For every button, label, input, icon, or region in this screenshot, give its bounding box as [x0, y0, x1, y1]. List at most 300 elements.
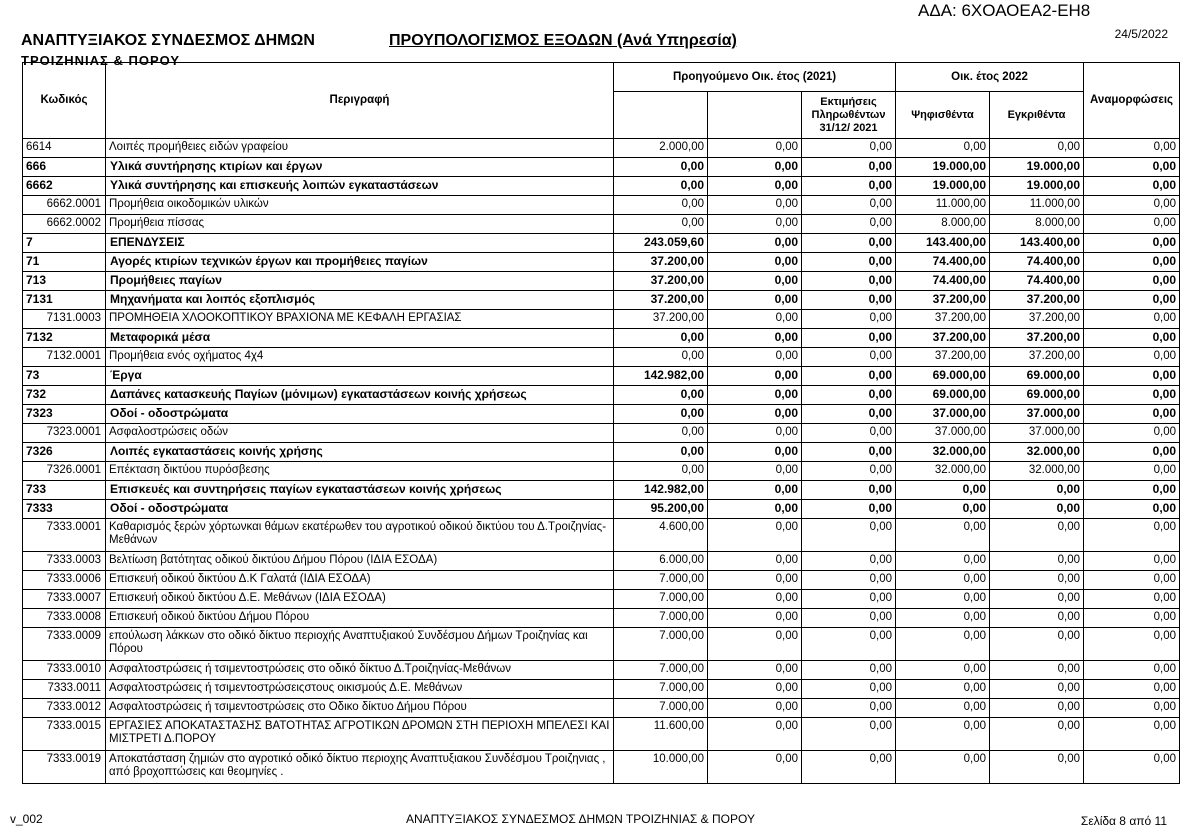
- row-estimate: 0,00: [802, 462, 896, 481]
- row-estimate: 0,00: [802, 699, 896, 718]
- row-approved: 69.000,00: [990, 386, 1084, 405]
- table-row: [23, 158, 1180, 177]
- row-approved: 37.200,00: [990, 329, 1084, 348]
- row-prev-payments: 0,00: [708, 367, 802, 386]
- row-approved: 8.000,00: [990, 215, 1084, 234]
- row-revisions: 0,00: [1084, 661, 1180, 680]
- col-header-approved: Εγκριθέντα: [990, 92, 1084, 139]
- row-estimate: 0,00: [802, 348, 896, 367]
- row-estimate: 0,00: [802, 158, 896, 177]
- row-revisions: 0,00: [1084, 443, 1180, 462]
- row-estimate: 0,00: [802, 329, 896, 348]
- col-header-prev-year: Προηγούμενο Οικ. έτος (2021): [614, 63, 896, 92]
- row-prev-amount: 0,00: [614, 158, 708, 177]
- row-code: 732: [23, 386, 106, 405]
- row-code: 7: [23, 234, 106, 253]
- row-description: ΕΡΓΑΣΙΕΣ ΑΠΟΚΑΤΑΣΤΑΣΗΣ ΒΑΤΟΤΗΤΑΣ ΑΓΡΟΤΙΚΩΝ ΔΡΟΜΩΝ ΣΤΗ ΠΕΡΙΟΧΗ ΜΠΕΛΕΣΙ ΚΑΙ ΜΙΣΤΡΕΤΙ Δ.ΠΟΡΟΥ: [106, 718, 614, 751]
- row-prev-amount: 0,00: [614, 405, 708, 424]
- table-row: [23, 481, 1180, 500]
- row-description: Αποκατάσταση ζημιών στο αγροτικό οδικό δίκτυο περιοχης Αναπτυξιακου Συνδέσμου Τροιζηνιας , από βροχοπτώσεις και θεομηνίες .: [106, 751, 614, 784]
- row-description: Βελτίωση βατότητας οδικού δικτύου Δήμου Πόρου (ΙΔΙΑ ΕΣΟΔΑ): [106, 552, 614, 571]
- row-voted: 19.000,00: [896, 177, 990, 196]
- table-row: [23, 386, 1180, 405]
- budget-rows: [23, 139, 1180, 784]
- footer-version: v_002: [10, 812, 43, 826]
- print-date: 24/5/2022: [1114, 27, 1168, 41]
- row-revisions: 0,00: [1084, 628, 1180, 661]
- budget-table: [22, 62, 1180, 784]
- row-voted: 8.000,00: [896, 215, 990, 234]
- table-row: [23, 519, 1180, 552]
- row-voted: 11.000,00: [896, 196, 990, 215]
- row-approved: 0,00: [990, 519, 1084, 552]
- row-description: Προμήθεια ενός οχήματος 4χ4: [106, 348, 614, 367]
- row-prev-payments: 0,00: [708, 680, 802, 699]
- row-voted: 37.000,00: [896, 405, 990, 424]
- row-prev-amount: 2.000,00: [614, 139, 708, 158]
- row-description: επούλωση λάκκων στο οδικό δίκτυο περιοχής Αναπτυξιακού Συνδέσμου Δήμων Τροιζηνίας και Πόρου: [106, 628, 614, 661]
- row-code: 6662.0002: [23, 215, 106, 234]
- row-code: 7333.0008: [23, 609, 106, 628]
- row-prev-payments: 0,00: [708, 699, 802, 718]
- row-approved: 0,00: [990, 628, 1084, 661]
- ada-code: ΑΔΑ: 6ΧΟΑΟΕΑ2-ΕΗ8: [918, 1, 1091, 20]
- row-revisions: 0,00: [1084, 751, 1180, 784]
- row-voted: 0,00: [896, 571, 990, 590]
- row-revisions: 0,00: [1084, 215, 1180, 234]
- row-approved: 37.200,00: [990, 291, 1084, 310]
- row-estimate: 0,00: [802, 253, 896, 272]
- table-row: [23, 253, 1180, 272]
- row-revisions: 0,00: [1084, 552, 1180, 571]
- row-description: Υλικά συντήρησης κτιρίων και έργων: [106, 158, 614, 177]
- row-prev-amount: 0,00: [614, 462, 708, 481]
- row-prev-amount: 0,00: [614, 443, 708, 462]
- table-row: [23, 367, 1180, 386]
- row-voted: 37.000,00: [896, 424, 990, 443]
- row-prev-payments: 0,00: [708, 424, 802, 443]
- row-prev-amount: 11.600,00: [614, 718, 708, 751]
- row-approved: 0,00: [990, 609, 1084, 628]
- row-revisions: 0,00: [1084, 348, 1180, 367]
- row-revisions: 0,00: [1084, 718, 1180, 751]
- row-prev-payments: 0,00: [708, 253, 802, 272]
- row-approved: 37.000,00: [990, 405, 1084, 424]
- row-prev-payments: 0,00: [708, 139, 802, 158]
- row-estimate: 0,00: [802, 500, 896, 519]
- table-row: [23, 628, 1180, 661]
- row-description: Προμήθεια πίσσας: [106, 215, 614, 234]
- row-code: 7333.0007: [23, 590, 106, 609]
- row-description: Μεταφορικά μέσα: [106, 329, 614, 348]
- row-approved: 0,00: [990, 699, 1084, 718]
- row-voted: 37.200,00: [896, 310, 990, 329]
- row-estimate: 0,00: [802, 386, 896, 405]
- row-code: 7333.0001: [23, 519, 106, 552]
- row-description: Ασφαλτοστρώσεις ή τσιμεντοστρώσειςστους οικισμούς Δ.Ε. Μεθάνων: [106, 680, 614, 699]
- row-prev-amount: 37.200,00: [614, 253, 708, 272]
- row-code: 733: [23, 481, 106, 500]
- row-prev-payments: 0,00: [708, 329, 802, 348]
- row-estimate: 0,00: [802, 628, 896, 661]
- row-code: 7333.0011: [23, 680, 106, 699]
- row-approved: 32.000,00: [990, 443, 1084, 462]
- row-prev-payments: 0,00: [708, 196, 802, 215]
- row-description: Επισκευή οδικού δικτύου Δ.Κ Γαλατά (ΙΔΙΑ ΕΣΟΔΑ): [106, 571, 614, 590]
- row-description: Καθαρισμός ξερών χόρτωνκαι θάμων εκατέρωθεν του αγροτικού οδικού δικτύου του Δ.Τροιζηνίας-Μεθάνων: [106, 519, 614, 552]
- row-prev-amount: 10.000,00: [614, 751, 708, 784]
- row-approved: 0,00: [990, 680, 1084, 699]
- row-prev-amount: 142.982,00: [614, 367, 708, 386]
- row-prev-payments: 0,00: [708, 500, 802, 519]
- col-header-description: Περιγραφή: [106, 63, 614, 139]
- row-voted: 0,00: [896, 609, 990, 628]
- row-prev-payments: 0,00: [708, 462, 802, 481]
- row-code: 7333.0006: [23, 571, 106, 590]
- row-prev-amount: 37.200,00: [614, 272, 708, 291]
- row-prev-amount: 6.000,00: [614, 552, 708, 571]
- row-prev-payments: 0,00: [708, 386, 802, 405]
- row-prev-payments: 0,00: [708, 234, 802, 253]
- table-row: [23, 500, 1180, 519]
- col-header-prev-amount: [614, 92, 708, 139]
- row-voted: 74.400,00: [896, 253, 990, 272]
- row-code: 7333.0003: [23, 552, 106, 571]
- row-revisions: 0,00: [1084, 139, 1180, 158]
- footer-page-number: Σελίδα 8 από 11: [1080, 814, 1167, 828]
- row-prev-amount: 0,00: [614, 215, 708, 234]
- row-revisions: 0,00: [1084, 462, 1180, 481]
- row-approved: 0,00: [990, 481, 1084, 500]
- row-description: Ασφαλοστρώσεις οδών: [106, 424, 614, 443]
- table-row: [23, 405, 1180, 424]
- row-prev-amount: 0,00: [614, 329, 708, 348]
- row-code: 7131: [23, 291, 106, 310]
- col-header-cur-year: Οικ. έτος 2022: [896, 63, 1084, 92]
- row-prev-amount: 95.200,00: [614, 500, 708, 519]
- row-code: 7132.0001: [23, 348, 106, 367]
- row-description: Επισκευή οδικού δικτύου Δήμου Πόρου: [106, 609, 614, 628]
- row-description: Ασφαλτοστρώσεις ή τσιμεντοστρώσεις στο Οδικο δίκτυο Δήμου Πόρου: [106, 699, 614, 718]
- table-row: [23, 590, 1180, 609]
- row-code: 713: [23, 272, 106, 291]
- table-row: [23, 196, 1180, 215]
- row-prev-payments: 0,00: [708, 590, 802, 609]
- table-row: [23, 751, 1180, 784]
- row-voted: 37.200,00: [896, 329, 990, 348]
- row-prev-payments: 0,00: [708, 443, 802, 462]
- row-voted: 0,00: [896, 628, 990, 661]
- col-header-code: Κωδικός: [23, 63, 106, 139]
- table-row: [23, 329, 1180, 348]
- table-row: [23, 348, 1180, 367]
- row-description: Οδοί - οδοστρώματα: [106, 405, 614, 424]
- row-estimate: 0,00: [802, 751, 896, 784]
- row-prev-payments: 0,00: [708, 405, 802, 424]
- row-estimate: 0,00: [802, 215, 896, 234]
- row-code: 7333: [23, 500, 106, 519]
- col-header-prev-payments: [708, 92, 802, 139]
- row-prev-payments: 0,00: [708, 310, 802, 329]
- row-description: Επισκευές και συντηρήσεις παγίων εγκαταστάσεων κοινής χρήσεως: [106, 481, 614, 500]
- row-estimate: 0,00: [802, 367, 896, 386]
- row-prev-payments: 0,00: [708, 215, 802, 234]
- row-code: 7326: [23, 443, 106, 462]
- table-row: [23, 609, 1180, 628]
- row-description: Επέκταση δικτύου πυρόσβεσης: [106, 462, 614, 481]
- table-row: [23, 234, 1180, 253]
- row-revisions: 0,00: [1084, 680, 1180, 699]
- row-revisions: 0,00: [1084, 386, 1180, 405]
- row-approved: 37.200,00: [990, 310, 1084, 329]
- row-code: 7333.0010: [23, 661, 106, 680]
- row-approved: 143.400,00: [990, 234, 1084, 253]
- row-revisions: 0,00: [1084, 367, 1180, 386]
- row-revisions: 0,00: [1084, 253, 1180, 272]
- row-voted: 69.000,00: [896, 367, 990, 386]
- row-approved: 74.400,00: [990, 272, 1084, 291]
- row-estimate: 0,00: [802, 196, 896, 215]
- row-prev-amount: 37.200,00: [614, 291, 708, 310]
- row-prev-amount: 0,00: [614, 348, 708, 367]
- row-estimate: 0,00: [802, 552, 896, 571]
- row-revisions: 0,00: [1084, 405, 1180, 424]
- row-voted: 0,00: [896, 519, 990, 552]
- row-voted: 0,00: [896, 699, 990, 718]
- row-revisions: 0,00: [1084, 272, 1180, 291]
- row-revisions: 0,00: [1084, 519, 1180, 552]
- row-revisions: 0,00: [1084, 291, 1180, 310]
- row-code: 7326.0001: [23, 462, 106, 481]
- row-description: Δαπάνες κατασκευής Παγίων (μόνιμων) εγκαταστάσεων κοινής χρήσεως: [106, 386, 614, 405]
- row-approved: 0,00: [990, 552, 1084, 571]
- row-revisions: 0,00: [1084, 699, 1180, 718]
- row-description: ΠΡΟΜΗΘΕΙΑ ΧΛΟΟΚΟΠΤΙΚΟΥ ΒΡΑΧΙΟΝΑ ΜΕ ΚΕΦΑΛΗ ΕΡΓΑΣΙΑΣ: [106, 310, 614, 329]
- row-prev-payments: 0,00: [708, 291, 802, 310]
- row-code: 7333.0019: [23, 751, 106, 784]
- row-prev-payments: 0,00: [708, 272, 802, 291]
- row-prev-payments: 0,00: [708, 628, 802, 661]
- footer-org: ΑΝΑΠΤΥΞΙΑΚΟΣ ΣΥΝΔΕΣΜΟΣ ΔΗΜΩΝ ΤΡΟΙΖΗΝΙΑΣ & ΠΟΡΟΥ: [406, 812, 755, 826]
- row-estimate: 0,00: [802, 177, 896, 196]
- row-prev-amount: 7.000,00: [614, 609, 708, 628]
- row-voted: 0,00: [896, 661, 990, 680]
- row-description: Προμήθειες παγίων: [106, 272, 614, 291]
- table-row: [23, 718, 1180, 751]
- row-prev-payments: 0,00: [708, 177, 802, 196]
- row-voted: 32.000,00: [896, 462, 990, 481]
- row-estimate: 0,00: [802, 443, 896, 462]
- row-revisions: 0,00: [1084, 177, 1180, 196]
- row-estimate: 0,00: [802, 481, 896, 500]
- row-estimate: 0,00: [802, 424, 896, 443]
- row-code: 7333.0015: [23, 718, 106, 751]
- row-description: Έργα: [106, 367, 614, 386]
- row-approved: 0,00: [990, 139, 1084, 158]
- row-estimate: 0,00: [802, 234, 896, 253]
- row-description: Προμήθεια οικοδομικών υλικών: [106, 196, 614, 215]
- row-estimate: 0,00: [802, 590, 896, 609]
- row-approved: 19.000,00: [990, 177, 1084, 196]
- row-prev-amount: 7.000,00: [614, 680, 708, 699]
- row-voted: 0,00: [896, 751, 990, 784]
- row-prev-payments: 0,00: [708, 718, 802, 751]
- row-code: 71: [23, 253, 106, 272]
- row-prev-amount: 0,00: [614, 177, 708, 196]
- row-estimate: 0,00: [802, 661, 896, 680]
- row-prev-amount: 7.000,00: [614, 590, 708, 609]
- row-voted: 19.000,00: [896, 158, 990, 177]
- row-approved: 0,00: [990, 590, 1084, 609]
- row-estimate: 0,00: [802, 609, 896, 628]
- row-revisions: 0,00: [1084, 329, 1180, 348]
- row-revisions: 0,00: [1084, 481, 1180, 500]
- row-prev-payments: 0,00: [708, 481, 802, 500]
- col-header-voted: Ψηφισθέντα: [896, 92, 990, 139]
- row-estimate: 0,00: [802, 310, 896, 329]
- row-revisions: 0,00: [1084, 234, 1180, 253]
- row-revisions: 0,00: [1084, 310, 1180, 329]
- org-name-line2: ΤΡΟΙΖΗΝΙΑΣ & ΠΟΡΟΥ: [21, 53, 181, 68]
- row-revisions: 0,00: [1084, 500, 1180, 519]
- row-approved: 11.000,00: [990, 196, 1084, 215]
- table-row: [23, 139, 1180, 158]
- table-row: [23, 177, 1180, 196]
- table-row: [23, 680, 1180, 699]
- row-approved: 32.000,00: [990, 462, 1084, 481]
- row-voted: 69.000,00: [896, 386, 990, 405]
- row-revisions: 0,00: [1084, 196, 1180, 215]
- row-description: Υλικά συντήρησης και επισκευής λοιπών εγκαταστάσεων: [106, 177, 614, 196]
- row-approved: 37.000,00: [990, 424, 1084, 443]
- row-prev-payments: 0,00: [708, 751, 802, 784]
- table-row: [23, 291, 1180, 310]
- row-code: 7132: [23, 329, 106, 348]
- row-prev-payments: 0,00: [708, 609, 802, 628]
- row-prev-amount: 243.059,60: [614, 234, 708, 253]
- row-estimate: 0,00: [802, 519, 896, 552]
- row-estimate: 0,00: [802, 680, 896, 699]
- row-estimate: 0,00: [802, 405, 896, 424]
- row-prev-amount: 0,00: [614, 196, 708, 215]
- row-voted: 0,00: [896, 552, 990, 571]
- row-approved: 37.200,00: [990, 348, 1084, 367]
- row-voted: 37.200,00: [896, 291, 990, 310]
- row-approved: 0,00: [990, 661, 1084, 680]
- row-prev-amount: 0,00: [614, 424, 708, 443]
- row-revisions: 0,00: [1084, 571, 1180, 590]
- row-code: 73: [23, 367, 106, 386]
- row-voted: 0,00: [896, 481, 990, 500]
- row-description: Οδοί - οδοστρώματα: [106, 500, 614, 519]
- table-row: [23, 443, 1180, 462]
- table-row: [23, 552, 1180, 571]
- row-approved: 0,00: [990, 751, 1084, 784]
- row-description: Αγορές κτιρίων τεχνικών έργων και προμήθειες παγίων: [106, 253, 614, 272]
- row-code: 6662: [23, 177, 106, 196]
- row-revisions: 0,00: [1084, 158, 1180, 177]
- row-code: 6614: [23, 139, 106, 158]
- row-estimate: 0,00: [802, 291, 896, 310]
- row-prev-amount: 37.200,00: [614, 310, 708, 329]
- row-voted: 0,00: [896, 590, 990, 609]
- table-row: [23, 462, 1180, 481]
- row-prev-amount: 0,00: [614, 386, 708, 405]
- org-name: [21, 31, 315, 68]
- document-title: ΠΡΟΥΠΟΛΟΓΙΣΜΟΣ ΕΞΟΔΩΝ (Ανά Υπηρεσία): [389, 32, 737, 49]
- table-row: [23, 215, 1180, 234]
- row-prev-payments: 0,00: [708, 519, 802, 552]
- row-prev-payments: 0,00: [708, 552, 802, 571]
- col-header-revisions: Αναμορφώσεις: [1084, 63, 1180, 139]
- row-description: Μηχανήματα και λοιπός εξοπλισμός: [106, 291, 614, 310]
- table-row: [23, 571, 1180, 590]
- table-row: [23, 661, 1180, 680]
- col-header-estimate: Εκτιμήσεις Πληρωθέντων 31/12/ 2021: [802, 92, 896, 139]
- row-prev-amount: 7.000,00: [614, 699, 708, 718]
- row-code: 7333.0012: [23, 699, 106, 718]
- table-row: [23, 424, 1180, 443]
- row-voted: 0,00: [896, 680, 990, 699]
- row-prev-amount: 4.600,00: [614, 519, 708, 552]
- row-code: 7131.0003: [23, 310, 106, 329]
- row-voted: 32.000,00: [896, 443, 990, 462]
- table-row: [23, 272, 1180, 291]
- row-prev-amount: 7.000,00: [614, 628, 708, 661]
- row-voted: 0,00: [896, 139, 990, 158]
- row-estimate: 0,00: [802, 571, 896, 590]
- table-row: [23, 699, 1180, 718]
- row-description: Λοιπές εγκαταστάσεις κοινής χρήσης: [106, 443, 614, 462]
- row-code: 6662.0001: [23, 196, 106, 215]
- row-approved: 69.000,00: [990, 367, 1084, 386]
- row-approved: 0,00: [990, 500, 1084, 519]
- row-prev-amount: 7.000,00: [614, 661, 708, 680]
- table-row: [23, 310, 1180, 329]
- row-approved: 0,00: [990, 718, 1084, 751]
- row-code: 666: [23, 158, 106, 177]
- row-revisions: 0,00: [1084, 424, 1180, 443]
- row-approved: 0,00: [990, 571, 1084, 590]
- row-voted: 0,00: [896, 718, 990, 751]
- row-code: 7323.0001: [23, 424, 106, 443]
- row-description: Λοιπές προμήθειες ειδών γραφείου: [106, 139, 614, 158]
- row-voted: 0,00: [896, 500, 990, 519]
- row-estimate: 0,00: [802, 139, 896, 158]
- row-prev-payments: 0,00: [708, 348, 802, 367]
- row-voted: 37.200,00: [896, 348, 990, 367]
- org-name-line1: ΑΝΑΠΤΥΞΙΑΚΟΣ ΣΥΝΔΕΣΜΟΣ ΔΗΜΩΝ: [21, 32, 315, 49]
- row-code: 7333.0009: [23, 628, 106, 661]
- row-code: 7323: [23, 405, 106, 424]
- row-prev-payments: 0,00: [708, 661, 802, 680]
- row-estimate: 0,00: [802, 272, 896, 291]
- row-voted: 74.400,00: [896, 272, 990, 291]
- row-estimate: 0,00: [802, 718, 896, 751]
- row-revisions: 0,00: [1084, 609, 1180, 628]
- row-approved: 19.000,00: [990, 158, 1084, 177]
- row-description: Ασφαλτοστρώσεις ή τσιμεντοστρώσεις στο οδικό δίκτυο Δ.Τροιζηνίας-Μεθάνων: [106, 661, 614, 680]
- row-voted: 143.400,00: [896, 234, 990, 253]
- row-description: ΕΠΕΝΔΥΣΕΙΣ: [106, 234, 614, 253]
- row-prev-payments: 0,00: [708, 158, 802, 177]
- row-prev-amount: 7.000,00: [614, 571, 708, 590]
- row-approved: 74.400,00: [990, 253, 1084, 272]
- row-prev-payments: 0,00: [708, 571, 802, 590]
- row-revisions: 0,00: [1084, 590, 1180, 609]
- row-prev-amount: 142.982,00: [614, 481, 708, 500]
- row-description: Επισκευή οδικού δικτύου Δ.Ε. Μεθάνων (ΙΔΙΑ ΕΣΟΔΑ): [106, 590, 614, 609]
